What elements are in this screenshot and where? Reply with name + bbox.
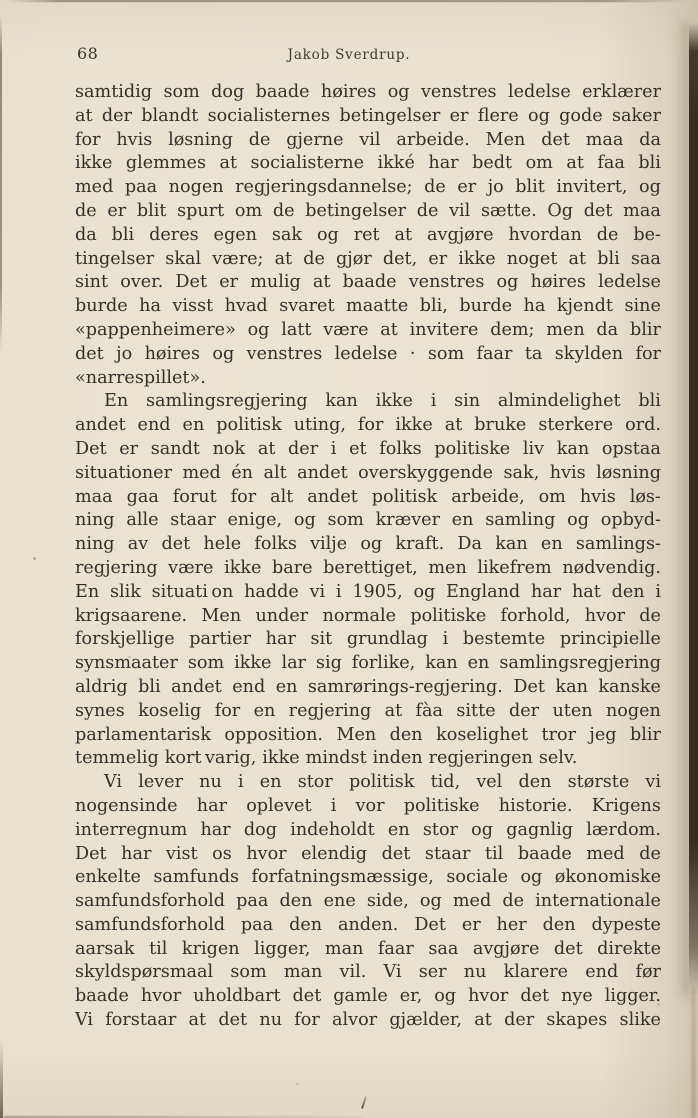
- text-line: «narrespillet».: [75, 367, 206, 388]
- text-line: temmelig kort varig, ikke mindst inden regjeringen selv.: [75, 748, 578, 769]
- text-line: med paa nogen regjeringsdannelse; de er jo blit invitert, og: [75, 177, 661, 198]
- text-line: krigsaarene. Men under normale politiske forhold, hvor de: [75, 605, 661, 626]
- text-line: tingelser skal være; at de gjør det, er ikke noget at bli saa: [75, 248, 661, 269]
- page-body: [75, 81, 661, 1033]
- paper-speck: [128, 656, 131, 658]
- text-line: samfundsforhold paa den ene side, og med de internationale: [75, 891, 661, 912]
- text-line: baade hvor uholdbart det gamle er, og hvor det nye ligger.: [75, 986, 661, 1007]
- text-line: enkelte samfunds forfatningsmæssige, sociale og økonomiske: [75, 867, 661, 888]
- text-line: Det har vist os hvor elendig det staar til baade med de: [75, 843, 661, 864]
- text-line: parlamentarisk opposition. Men den koselighet tror jeg blir: [75, 724, 661, 745]
- text-line: regjering være ikke bare berettiget, men likefrem nødvendig.: [75, 557, 661, 578]
- text-line: det jo høires og venstres ledelse · som faar ta skylden for: [75, 343, 661, 364]
- text-line: burde ha visst hvad svaret maatte bli, burde ha kjendt sine: [75, 296, 661, 317]
- text-line: En samlingsregjering kan ikke i sin almindelighet bli: [104, 391, 661, 412]
- page-edge-left-shadow: [0, 14, 2, 354]
- text-line: skyldspørsmaal som man vil. Vi ser nu klarere end før: [75, 962, 661, 983]
- paper-speck: [657, 1003, 660, 1006]
- paper-speck: [296, 1083, 299, 1085]
- text-line: da bli deres egen sak og ret at avgjøre hvordan de be-: [75, 224, 661, 245]
- text-line: aldrig bli andet end en samrørings-regjering. Det kan kanske: [75, 676, 661, 697]
- text-line: samfundsforhold paa den anden. Det er her den dypeste: [75, 914, 661, 935]
- page-edge-top-shadow: [6, 0, 688, 2]
- running-header: Jakob Sverdrup.: [287, 47, 411, 63]
- text-line: En slik situati on hadde vi i 1905, og England har hat den i: [75, 581, 661, 602]
- text-line: aarsak til krigen ligger, man faar saa avgjøre det direkte: [75, 938, 661, 959]
- text-line: samtidig som dog baade høires og venstres ledelse erklærer: [75, 82, 661, 102]
- text-line: maa gaa forut for alt andet politisk arbeide, om hvis løs-: [75, 486, 661, 507]
- text-line: nogensinde har oplevet i vor politiske historie. Krigens: [75, 795, 661, 816]
- text-line: synes koselig for en regjering at fàa sitte der uten nogen: [75, 700, 661, 721]
- text-line: sint over. Det er mulig at baade venstres og høires ledelse: [75, 272, 661, 293]
- stray-ink-mark: [361, 1096, 367, 1109]
- text-line: situationer med én alt andet overskyggende sak, hvis løsning: [75, 462, 661, 483]
- text-line: for hvis løsning de gjerne vil arbeide. Men det maa da: [75, 129, 661, 150]
- text-line: Vi lever nu i en stor politisk tid, vel den største vi: [104, 772, 661, 793]
- text-line: Det er sandt nok at der i et folks politiske liv kan opstaa: [75, 438, 661, 459]
- text-line: forskjellige partier har sit grundlag i bestemte principielle: [75, 629, 661, 650]
- paragraph: [75, 81, 661, 390]
- text-line: synsmaater som ikke lar sig forlike, kan en samlingsregjering: [75, 653, 661, 674]
- paragraph: [75, 771, 661, 1033]
- text-line: andet end en politisk uting, for ikke at bruke sterkere ord.: [75, 415, 661, 436]
- text-line: ning alle staar enige, og som kræver en samling og opbyd-: [75, 510, 661, 531]
- text-line: Vi forstaar at det nu for alvor gjælder, at der skapes slike: [75, 1010, 661, 1031]
- page-edge-left-bottom-shadow: [0, 1040, 3, 1118]
- text-line: at der blandt socialisternes betingelser er flere og gode saker: [75, 105, 661, 126]
- paragraph: [75, 390, 661, 771]
- text-line: ikke glemmes at socialisterne ikké har bedt om at faa bli: [75, 153, 661, 174]
- page-edge-right-lower-shade: [691, 988, 696, 1118]
- page-header: [0, 44, 698, 66]
- text-line: ning av det hele folks vilje og kraft. Da kan en samlings-: [75, 534, 661, 555]
- text-line: de er blit spurt om de betingelser de vil sætte. Og det maa: [75, 200, 661, 221]
- paper-speck: [33, 557, 36, 560]
- page-edge-right-shadow: [689, 22, 698, 997]
- text-line: «pappenheimere» og latt være at invitere dem; men da blir: [75, 319, 661, 340]
- text-line: interregnum har dog indeholdt en stor og gagnlig lærdom.: [75, 819, 661, 840]
- page-number: 68: [77, 44, 99, 63]
